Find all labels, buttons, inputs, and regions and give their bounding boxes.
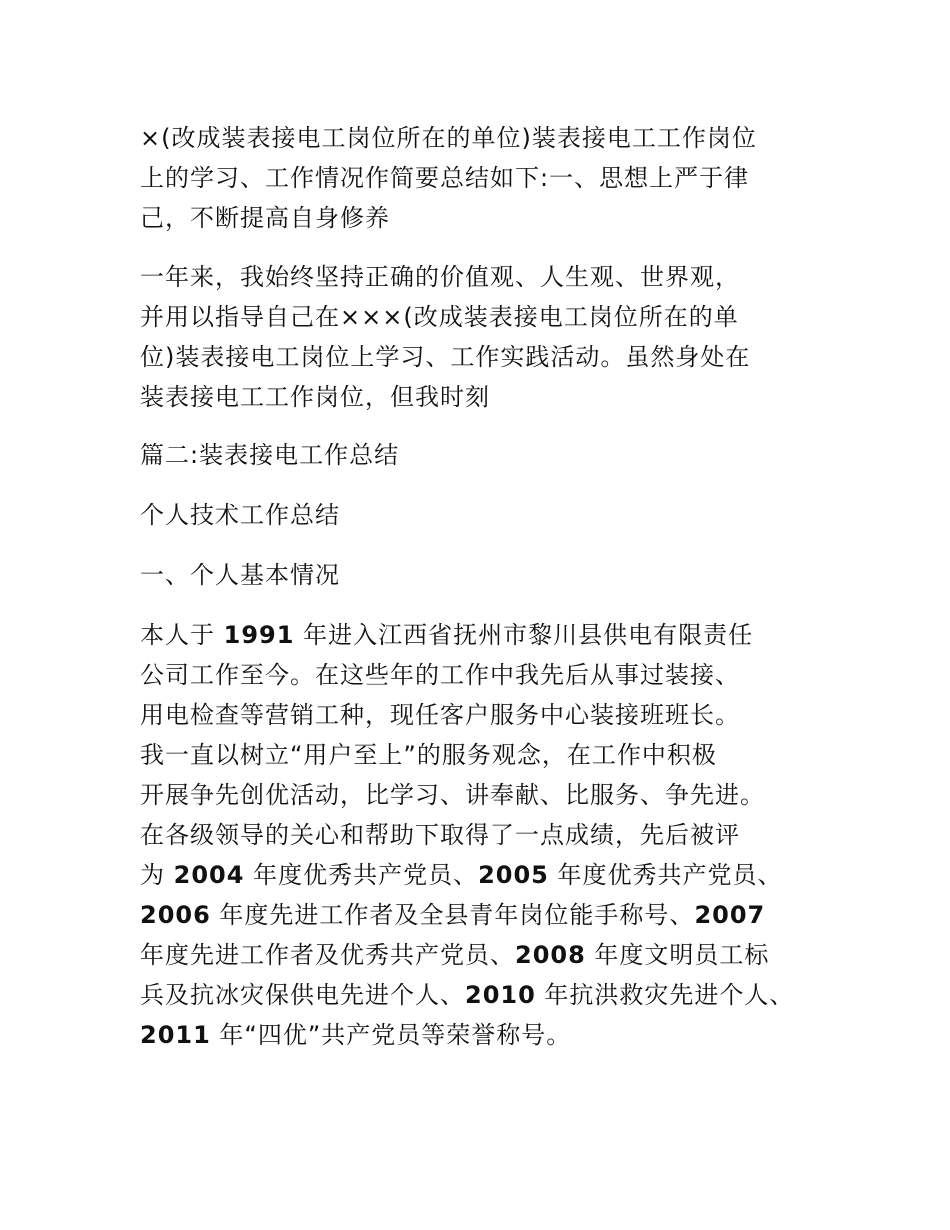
year-text: 2011: [140, 1021, 211, 1049]
text-line: 开展争先创优活动，比学习、讲奉献、比服务、争先进。: [140, 781, 765, 809]
text-line: 年度先进工作者及优秀共产党员、2008 年度文明员工标: [140, 941, 770, 969]
section-heading-basic-info: [140, 555, 830, 595]
text-line: 上的学习、工作情况作简要总结如下:一、思想上严于律: [140, 164, 750, 192]
text-line: 我一直以树立“用户至上”的服务观念，在工作中积极: [140, 741, 717, 769]
text-line: 位)装表接电工岗位上学习、工作实践活动。虽然身处在: [140, 343, 751, 371]
text-line: 个人技术工作总结: [140, 501, 340, 529]
text-line: 2006 年度先进工作者及全县青年岗位能手称号、2007: [140, 901, 766, 929]
year-text: 2010: [465, 981, 536, 1009]
paragraph-personal-info: [140, 615, 830, 1055]
text-line: 装表接电工工作岗位，但我时刻: [140, 383, 490, 411]
text-line: 公司工作至今。在这些年的工作中我先后从事过装接、: [140, 661, 740, 689]
year-text: 1991: [223, 621, 295, 649]
paragraph-values: [140, 257, 830, 417]
text-line: 本人于 1991 年进入江西省抚州市黎川县供电有限责任: [140, 621, 754, 649]
text-line: 一、个人基本情况: [140, 561, 340, 589]
section-heading-summary: [140, 495, 830, 535]
year-text: 2005: [478, 861, 549, 889]
text-line: 2011 年“四优”共产党员等荣誉称号。: [140, 1021, 572, 1049]
text-line: 在各级领导的关心和帮助下取得了一点成绩，先后被评: [140, 821, 740, 849]
text-line: ×(改成装表接电工岗位所在的单位)装表接电工工作岗位: [140, 124, 757, 152]
year-text: 2007: [694, 901, 766, 929]
text-line: 用电检查等营销工种，现任客户服务中心装接班班长。: [140, 701, 740, 729]
text-line: 为 2004 年度优秀共产党员、2005 年度优秀共产党员、: [140, 861, 783, 889]
text-line: 兵及抗冰灾保供电先进个人、2010 年抗洪救灾先进个人、: [140, 981, 795, 1009]
year-text: 2008: [515, 941, 586, 969]
year-text: 2004: [173, 861, 245, 889]
text-line: 并用以指导自己在×××(改成装表接电工岗位所在的单: [140, 303, 739, 331]
text-line: 己，不断提高自身修养: [140, 204, 390, 232]
document-page: [140, 118, 830, 1055]
year-text: 2006: [140, 901, 211, 929]
paragraph-intro: [140, 118, 830, 238]
text-line: 篇二:装表接电工作总结: [140, 441, 400, 469]
section-heading-part-two: [140, 435, 830, 475]
text-line: 一年来，我始终坚持正确的价值观、人生观、世界观，: [140, 263, 740, 291]
